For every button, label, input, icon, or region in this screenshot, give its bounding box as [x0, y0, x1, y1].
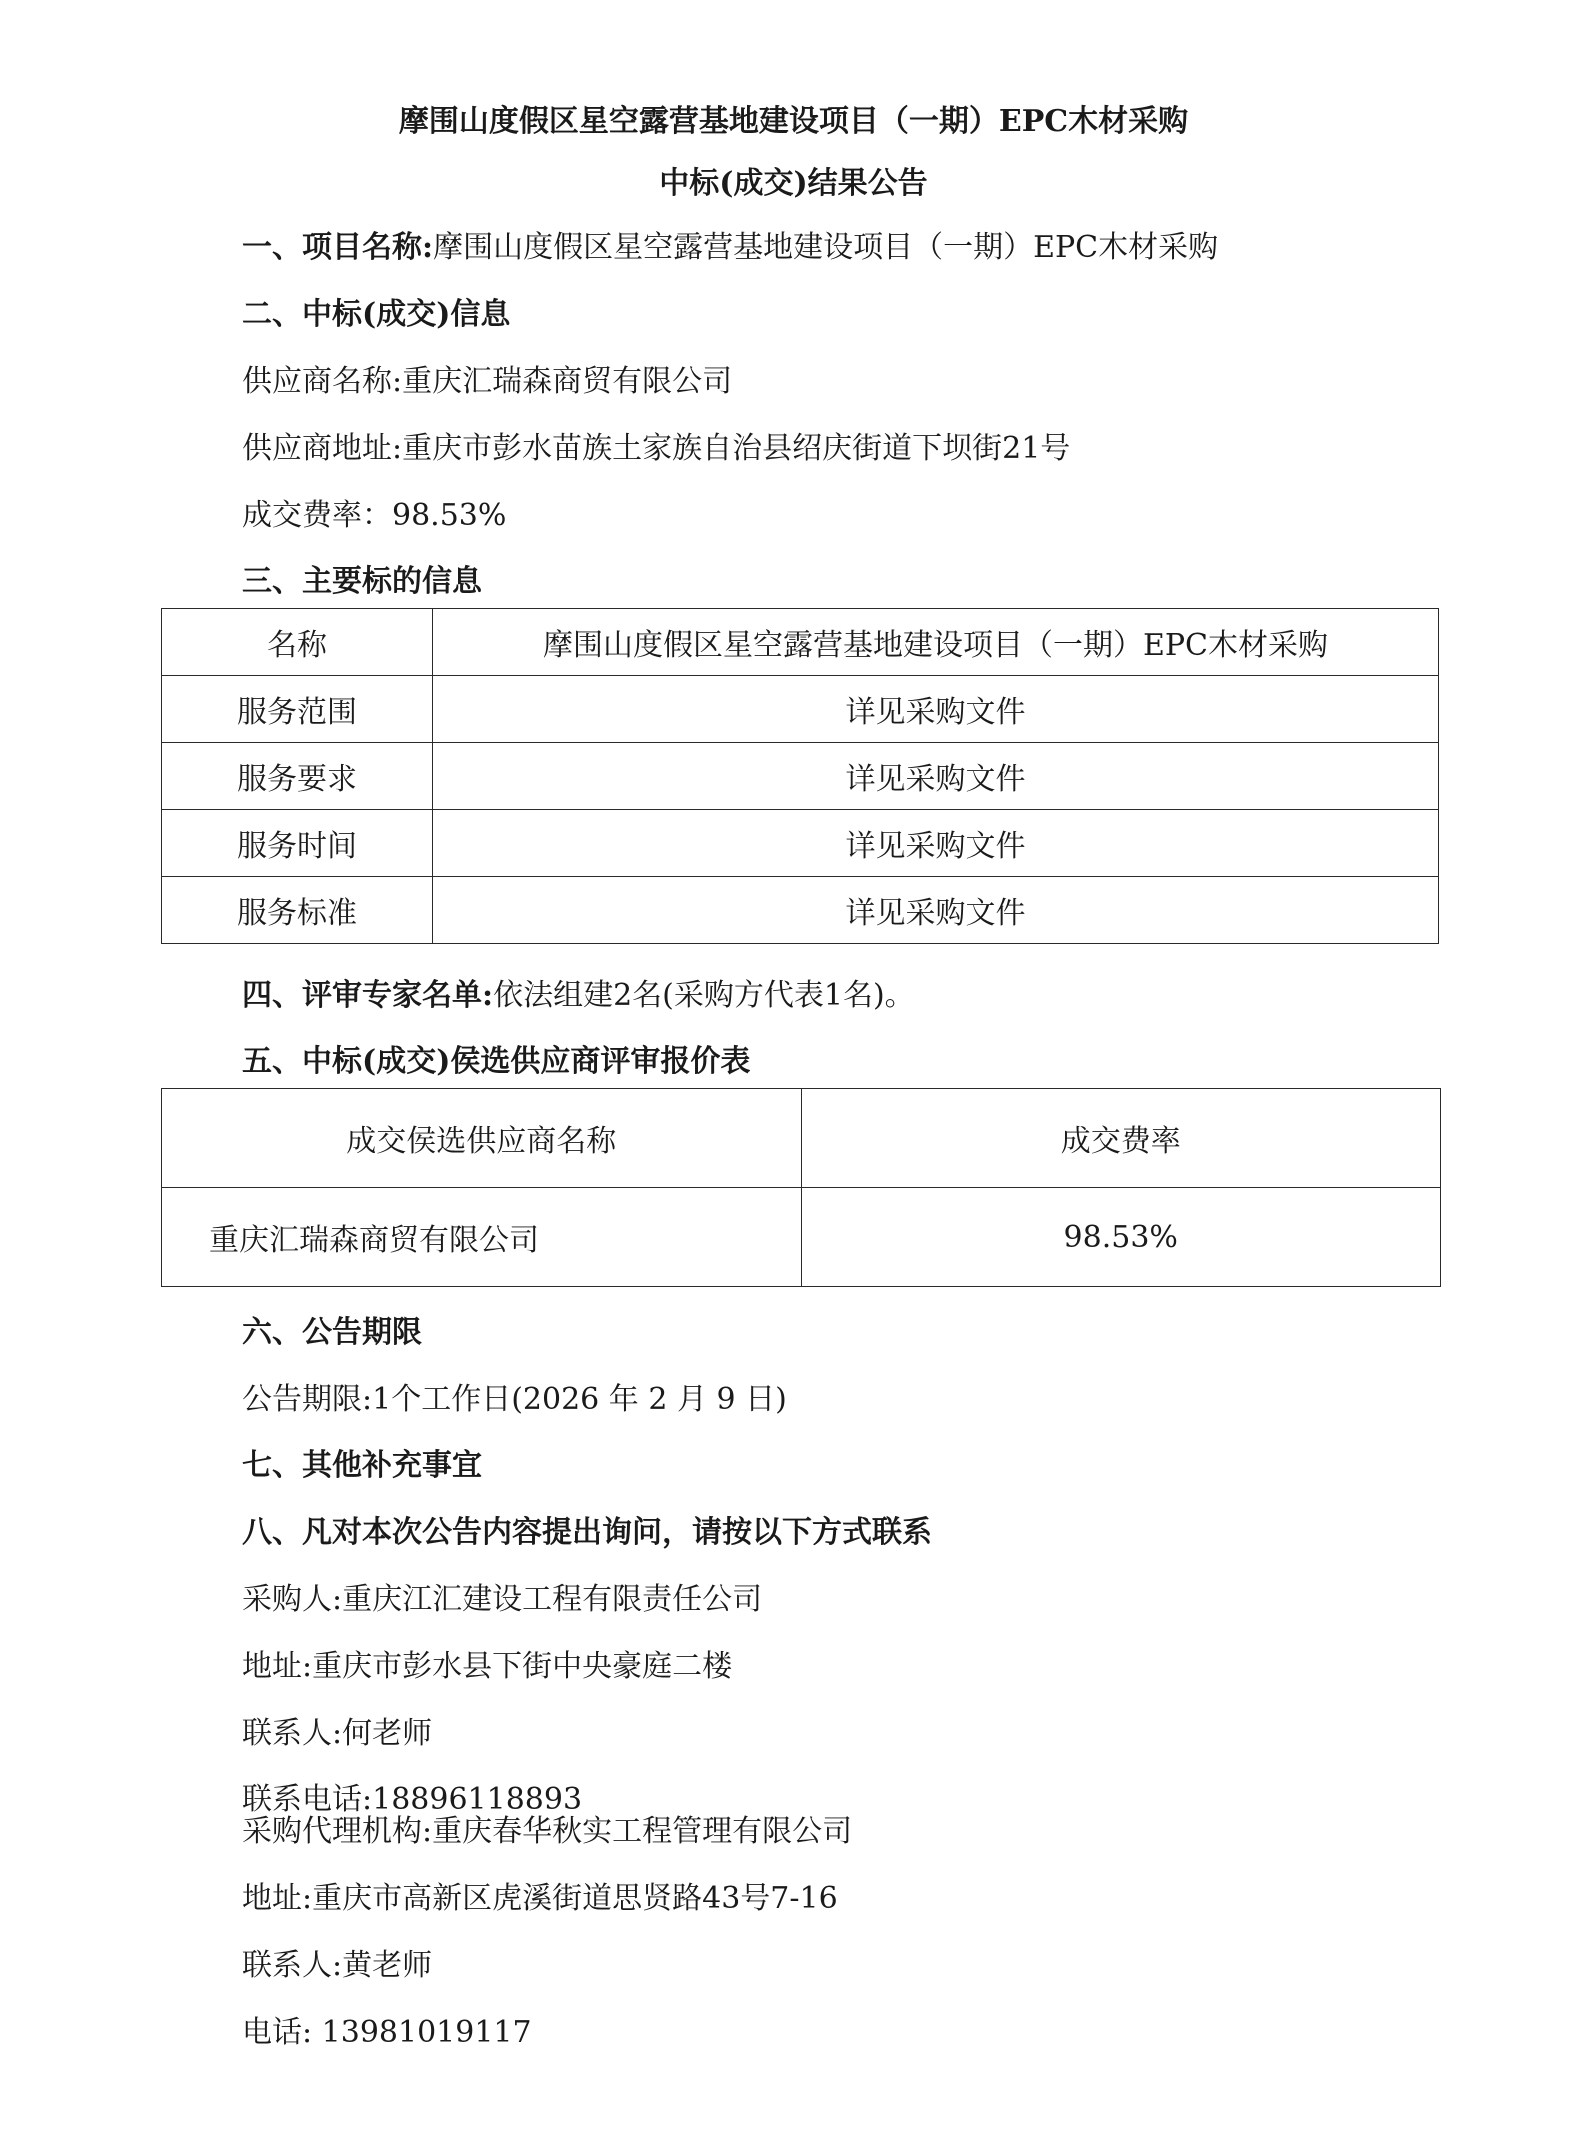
section4-heading: 四、评审专家名单:	[242, 978, 494, 1013]
project-name-value: 摩围山度假区星空露营基地建设项目（一期）EPC木材采购	[433, 230, 1219, 265]
table-cell-rate: 98.53%	[801, 1188, 1441, 1287]
table-row	[162, 877, 1439, 944]
table-cell-supplier: 重庆汇瑞森商贸有限公司	[162, 1188, 802, 1287]
table-cell-value: 详见采购文件	[433, 810, 1439, 877]
project-name-line	[242, 228, 1218, 268]
column-header-rate: 成交费率	[801, 1089, 1441, 1188]
section7-heading: 七、其他补充事宜	[242, 1448, 482, 1483]
section6-heading: 六、公告期限	[242, 1315, 422, 1350]
expert-list-value: 依法组建2名(采购方代表1名)。	[493, 978, 915, 1013]
table-cell-label: 服务范围	[162, 676, 433, 743]
agency-contact-line: 联系人:黄老师	[242, 1948, 433, 1983]
purchaser-phone-line: 联系电话:18896118893	[242, 1782, 583, 1817]
table-cell-value: 详见采购文件	[433, 877, 1439, 944]
agency-phone-line: 电话: 13981019117	[242, 2015, 532, 2050]
subject-info-table	[161, 608, 1439, 944]
supplier-name-line: 供应商名称:重庆汇瑞森商贸有限公司	[242, 364, 733, 399]
rate-line: 成交费率：98.53%	[242, 498, 507, 533]
table-cell-label: 名称	[162, 609, 433, 676]
table-cell-label: 服务时间	[162, 810, 433, 877]
section2-heading: 二、中标(成交)信息	[242, 297, 511, 332]
section1-heading: 一、项目名称:	[242, 230, 434, 265]
table-row	[162, 743, 1439, 810]
table-row	[162, 1188, 1441, 1287]
column-header-supplier: 成交侯选供应商名称	[162, 1089, 802, 1188]
expert-list-line	[242, 976, 915, 1016]
notice-period-line: 公告期限:1个工作日(2026 年 2 月 9 日)	[242, 1382, 787, 1417]
table-row	[162, 676, 1439, 743]
table-cell-value: 详见采购文件	[433, 676, 1439, 743]
table-cell-value: 摩围山度假区星空露营基地建设项目（一期）EPC木材采购	[433, 609, 1439, 676]
agency-address-line: 地址:重庆市高新区虎溪街道思贤路43号7-16	[242, 1881, 838, 1916]
table-cell-label: 服务标准	[162, 877, 433, 944]
document-title-line1: 摩围山度假区星空露营基地建设项目（一期）EPC木材采购	[398, 104, 1189, 139]
purchaser-address-line: 地址:重庆市彭水县下街中央豪庭二楼	[242, 1649, 733, 1684]
section5-heading: 五、中标(成交)侯选供应商评审报价表	[242, 1044, 751, 1079]
table-row	[162, 810, 1439, 877]
quote-table	[161, 1088, 1441, 1287]
table-cell-label: 服务要求	[162, 743, 433, 810]
section3-heading: 三、主要标的信息	[242, 564, 482, 599]
agency-line: 采购代理机构:重庆春华秋实工程管理有限公司	[242, 1814, 853, 1849]
supplier-address-line: 供应商地址:重庆市彭水苗族土家族自治县绍庆街道下坝街21号	[242, 431, 1071, 466]
document-title-line2: 中标(成交)结果公告	[659, 166, 928, 201]
table-header-row	[162, 1089, 1441, 1188]
purchaser-line: 采购人:重庆江汇建设工程有限责任公司	[242, 1582, 763, 1617]
section8-heading: 八、凡对本次公告内容提出询问，请按以下方式联系	[242, 1515, 932, 1550]
table-row	[162, 609, 1439, 676]
table-cell-value: 详见采购文件	[433, 743, 1439, 810]
purchaser-contact-line: 联系人:何老师	[242, 1716, 433, 1751]
